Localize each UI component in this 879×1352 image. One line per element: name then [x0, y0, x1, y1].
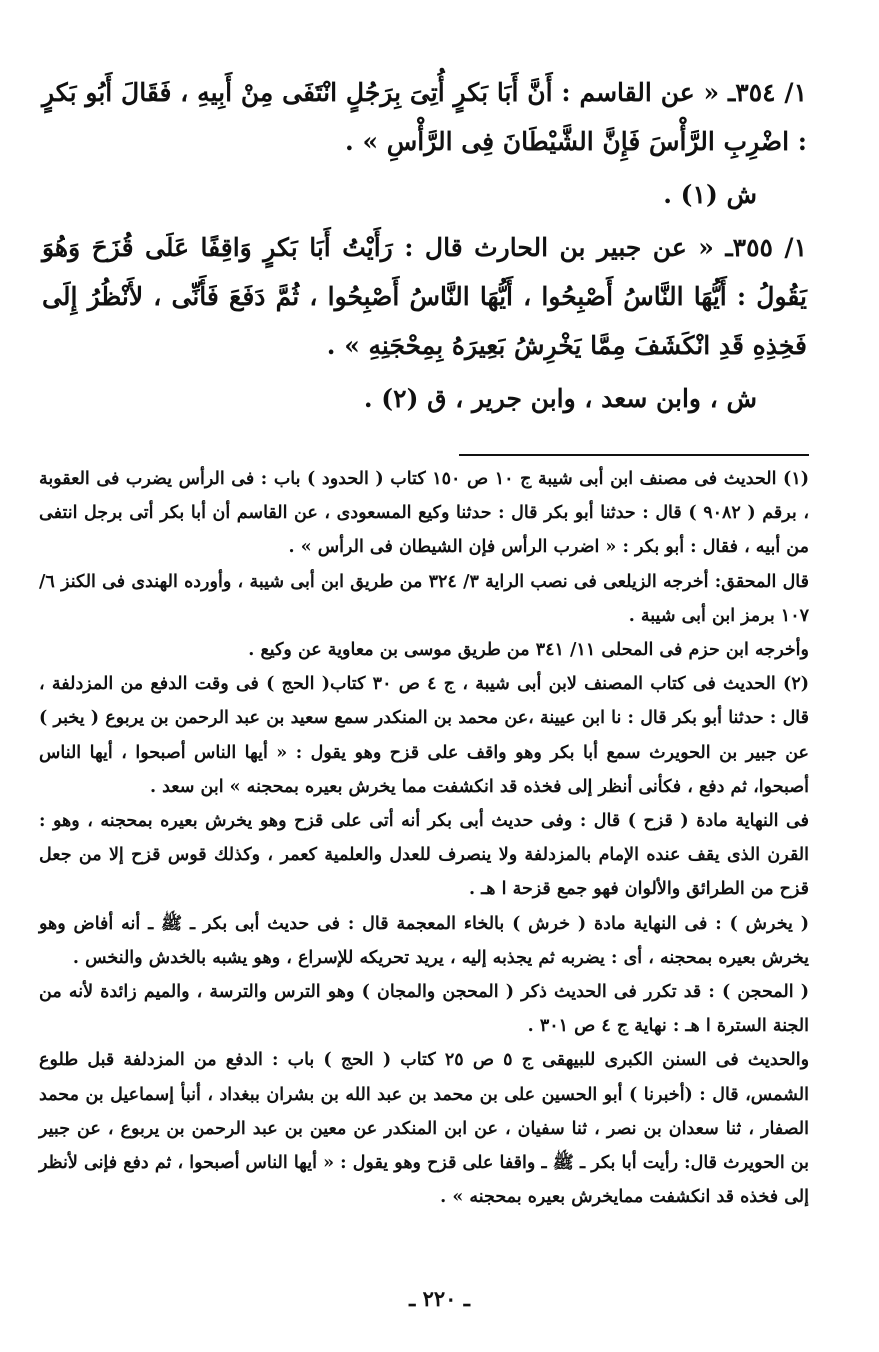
page-number: ـ ٢٢٠ ـ — [409, 1286, 470, 1311]
footnotes — [39, 462, 809, 1214]
footnote-2-yakhrish-note: ( يخرش ) : فى النهاية مادة ( خرش ) بالخاء المعجمة قال : فى حديث أبى بكر ـ ﷺ ـ أنه أفاض وهو يخرش بعيره بمحجنه ، أى : يضربه ثم يجذبه إليه ، يريد تحريكه للإسراع ، وهو يشبه بالخدش والنخس . — [39, 913, 809, 968]
footnote-1-ibn-hazm-note: وأخرجه ابن حزم فى المحلى ١١/ ٣٤١ من طريق موسى بن معاوية عن وكيع . — [248, 640, 809, 661]
main-text — [42, 68, 807, 427]
hadith-entry-354: ١/ ٣٥٤ـ « عن القاسم : أَنَّ أَبَا بَكرٍ أُتِىَ بِرَجُلٍ انْتَفَى مِنْ أَبِيهِ ، فَقَالَ أَبُو بَكرٍ : اضْرِبِ الرَّأْسَ فَإِنَّ الشَّيْطَانَ فِى الرَّأْسِ » . — [42, 78, 807, 156]
footnote-2-bayhaqi-note: والحديث فى السنن الكبرى للبيهقى ج ٥ ص ٢٥ كتاب ( الحج ) باب : الدفع من المزدلفة قبل طلوع الشمس، قال : (أخبرنا ) أبو الحسين على بن محمد بن عبد الله بن بشران ببغداد ، أنبأ إسماعيل بن محمد الصفار ، ثنا سعدان بن نصر ، ثنا سفيان ، عن ابن المنكدر عن معين بن عبد الرحمن بن يربوع ، عن جبير بن الحويرث قال: رأيت أبا بكر ـ ﷺ ـ واقفا على قزح وهو يقول : « أيها الناس أصبحوا ، ثم دفع فإنى لأنظر إلى فخذه قد انكشفت ممايخرش بعيره بمحجنه » . — [39, 1050, 810, 1208]
footnote-1-text: (١) الحديث فى مصنف ابن أبى شيبة ج ١٠ ص ١٥٠ كتاب ( الحدود ) باب : فى الرأس يضرب فى العقوبة ، برقم ( ٩٠٨٢ ) قال : حدثنا أبو بكر قال : حدثنا وكيع المسعودى ، عن القاسم أن أبا بكر أتى برجل انتفى من أبيه ، فقال : أبو بكر : « اضرب الرأس فإن الشيطان فى الرأس » . — [39, 469, 809, 558]
footnote-1-investigator-note: قال المحقق: أخرجه الزيلعى فى نصب الراية ٣/ ٣٢٤ من طريق ابن أبى شيبة ، وأورده الهندى فى الكنز ٦/ ١٠٧ برمز ابن أبى شيبة . — [39, 571, 809, 626]
footnote-separator — [459, 454, 809, 456]
footnote-2-qazah-note: فى النهاية مادة ( قزح ) قال : وفى حديث أبى بكر أنه أتى على قزح وهو يخرش بعيره بمحجنه ، وهو : القرن الذى يقف عنده الإمام بالمزدلفة ولا ينصرف للعدل والعلمية كعمر ، وكذلك قوس قزح إلا من جعل قزح من الطرائق والألوان فهو جمع قزحة ا هـ . — [39, 811, 809, 900]
hadith-source-354: ش (١) . — [663, 180, 757, 209]
hadith-entry-355: ١/ ٣٥٥ـ « عن جبير بن الحارث قال : رَأَيْتُ أَبَا بَكرٍ وَاقِفًا عَلَى قُزَحَ وَهُوَ يَقُولُ : أَيُّهَا النَّاسُ أَصْبِحُوا ، أَيُّهَا النَّاسُ أَصْبِحُوا ، ثُمَّ دَفَعَ فَأَنِّى ، لأَنْظُرُ إِلَى فَخِذِهِ قَدِ انْكَشَفَ مِمَّا يَخْرِشُ بَعِيرَهُ بِمِحْجَنِهِ » . — [42, 233, 807, 360]
hadith-source-355: ش ، وابن سعد ، وابن جرير ، ق (٢) . — [363, 384, 757, 413]
footnote-2-mihjan-note: ( المحجن ) : قد تكرر فى الحديث ذكر ( المحجن والمجان ) وهو الترس والترسة ، والميم زائدة لأنه من الجنة السترة ا هـ : نهاية ج ٤ ص ٣٠١ . — [39, 982, 809, 1037]
footnote-2-text: (٢) الحديث فى كتاب المصنف لابن أبى شيبة ، ج ٤ ص ٣٠ كتاب( الحج ) فى وقت الدفع من المزدلفة ، قال : حدثنا أبو بكر قال : نا ابن عيينة ،عن محمد بن المنكدر سمع سعيد بن عبد الرحمن بن يربوع ( يخبر ) عن جبير بن الحويرث سمع أبا بكر وهو واقف على قزح وهو يقول : « أيها الناس أصبحوا ، أيها الناس أصبحوا، ثم دفع ، فكأنى أنظر إلى فخذه قد انكشفت مما يخرش بعيره بمحجنه » ابن سعد . — [39, 674, 810, 797]
